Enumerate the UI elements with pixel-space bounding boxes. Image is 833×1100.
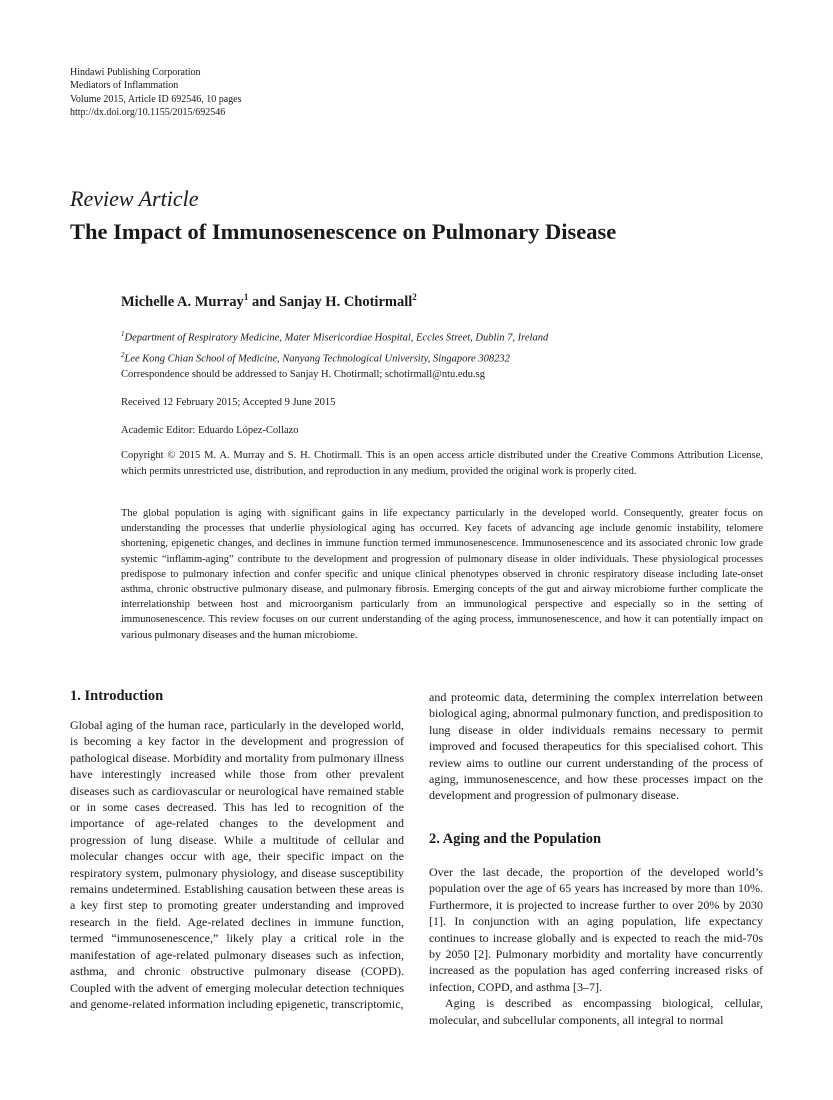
academic-editor: Academic Editor: Eduardo López-Collazo [121,425,299,436]
copyright-notice: Copyright © 2015 M. A. Murray and S. H. Chotirmall. This is an open access article distributed under the Creative Commons Attribution License, which permits unrestricted use, distribution, and reproduction in any medium, provided the original work is properly cited. [121,450,763,477]
section-2-paragraph-2: Aging is described as encompassing biological, cellular, molecular, and subcellular components, all integral to normal [429,996,763,1027]
received-dates: Received 12 February 2015; Accepted 9 June 2015 [121,397,336,408]
affiliation-1: $^1$Department of Respiratory Medicine, Mater Misericordiae Hospital, Eccles Street, Dublin 7, Ireland [121,330,549,344]
affiliations [121,326,548,367]
section-2-heading: 2. Aging and the Population [429,831,602,847]
affiliation-2: $^2$Lee Kong Chian School of Medicine, Nanyang Technological University, Singapore 308232 [121,350,510,364]
journal-name: Mediators of Inflammation [70,80,179,92]
author-2-affil: 2 [412,292,417,302]
author-line [121,292,417,311]
article-type: Review Article [70,186,199,211]
article-title: The Impact of Immunosenescence on Pulmonary Disease [70,219,617,244]
author-1-affil: 1 [243,292,249,302]
left-column [70,717,404,1012]
section-1-heading: 1. Introduction [70,688,164,704]
author-1: Michelle A. Murray [121,293,244,310]
author-2: Sanjay H. Chotirmall [278,293,413,310]
volume-info: Volume 2015, Article ID 692546, 10 pages [70,93,242,105]
author-joiner: and [251,293,276,310]
section-1-paragraph-continued: and proteomic data, determining the complex interrelation between biological aging, abnormal pulmonary function, and predisposition to lung disease in older individuals remains necessary to permit improved and focused therapeutics for this specialised cohort. This review aims to outline our current understanding of the process of aging, immunosenescence, and how these processes impact on the development and progression of pulmonary disease. [429,690,763,803]
publisher: Hindawi Publishing Corporation [70,67,201,78]
correspondence: Correspondence should be addressed to Sanjay H. Chotirmall; schotirmall@ntu.edu.sg [121,369,485,380]
journal-header [70,66,241,120]
section-1-paragraph: Global aging of the human race, particularly in the developed world, is becoming a key factor in the development and progression of pathological disease. Morbidity and mortality from pulmonary illness have interestingly increased while those from other prevalent diseases such as cardiovascular or neurological have remained stable or in some cases decreased. This has led to recognition of the importance of age-related changes to the development and progression of lung disease. While a multitude of cellular and molecular changes occur with age, their specific impact on the respiratory system, pulmonary physiology, and disease susceptibility remains undetermined. Establishing causation between these areas is a key first step to promoting greater understanding and improved research in the field. Age-related declines in immune function, termed “immunosenescence,” likely play a critical role in the manifestation of age-related pulmonary diseases such as infection, asthma, and chronic obstructive pulmonary disease (COPD). Coupled with the advent of emerging molecular detection techniques and genome-related information including epigenetic, transcriptomic, [70,718,404,1011]
abstract: The global population is aging with significant gains in life expectancy particularly in the developed world. Consequently, greater focus on understanding the processes that underlie physiological aging has occurred. Key facets of advancing age include genomic instability, telomere shortening, epigenetic changes, and declines in immune function termed immunosenescence. Immunosenescence and its associated chronic low grade systemic “inflamm-aging” contribute to the development and progression of pulmonary disease in older individuals. These physiological processes predispose to pulmonary infection and confer specific and unique clinical phenotypes observed in chronic respiratory disease including late-onset asthma, chronic obstructive pulmonary disease, and pulmonary fibrosis. Emerging concepts of the gut and airway microbiome further complicate the interrelationship between host and microorganism particularly from an immunological perspective and especially so in the setting of immunosenescence. This review focuses on our current understanding of the aging process, immunosenescence, and how it can potentially impact on various pulmonary diseases and the human microbiome. [121,508,763,641]
right-column-bottom [429,864,763,1028]
doi-link[interactable]: http://dx.doi.org/10.1155/2015/692546 [70,107,226,119]
right-column-top [429,689,763,804]
section-2-paragraph-1: Over the last decade, the proportion of the developed world’s population over the age of 65 years has increased by more than 10%. Furthermore, it is projected to increase further to over 20% by 2030 [1]. In conjunction with an aging population, life expectancy continues to increase globally and is expected to reach the mid-70s by 2050 [2]. Pulmonary morbidity and mortality have concurrently increased as the population has aged conferring increased risks of infection, COPD, and asthma [3–7]. [429,865,763,994]
